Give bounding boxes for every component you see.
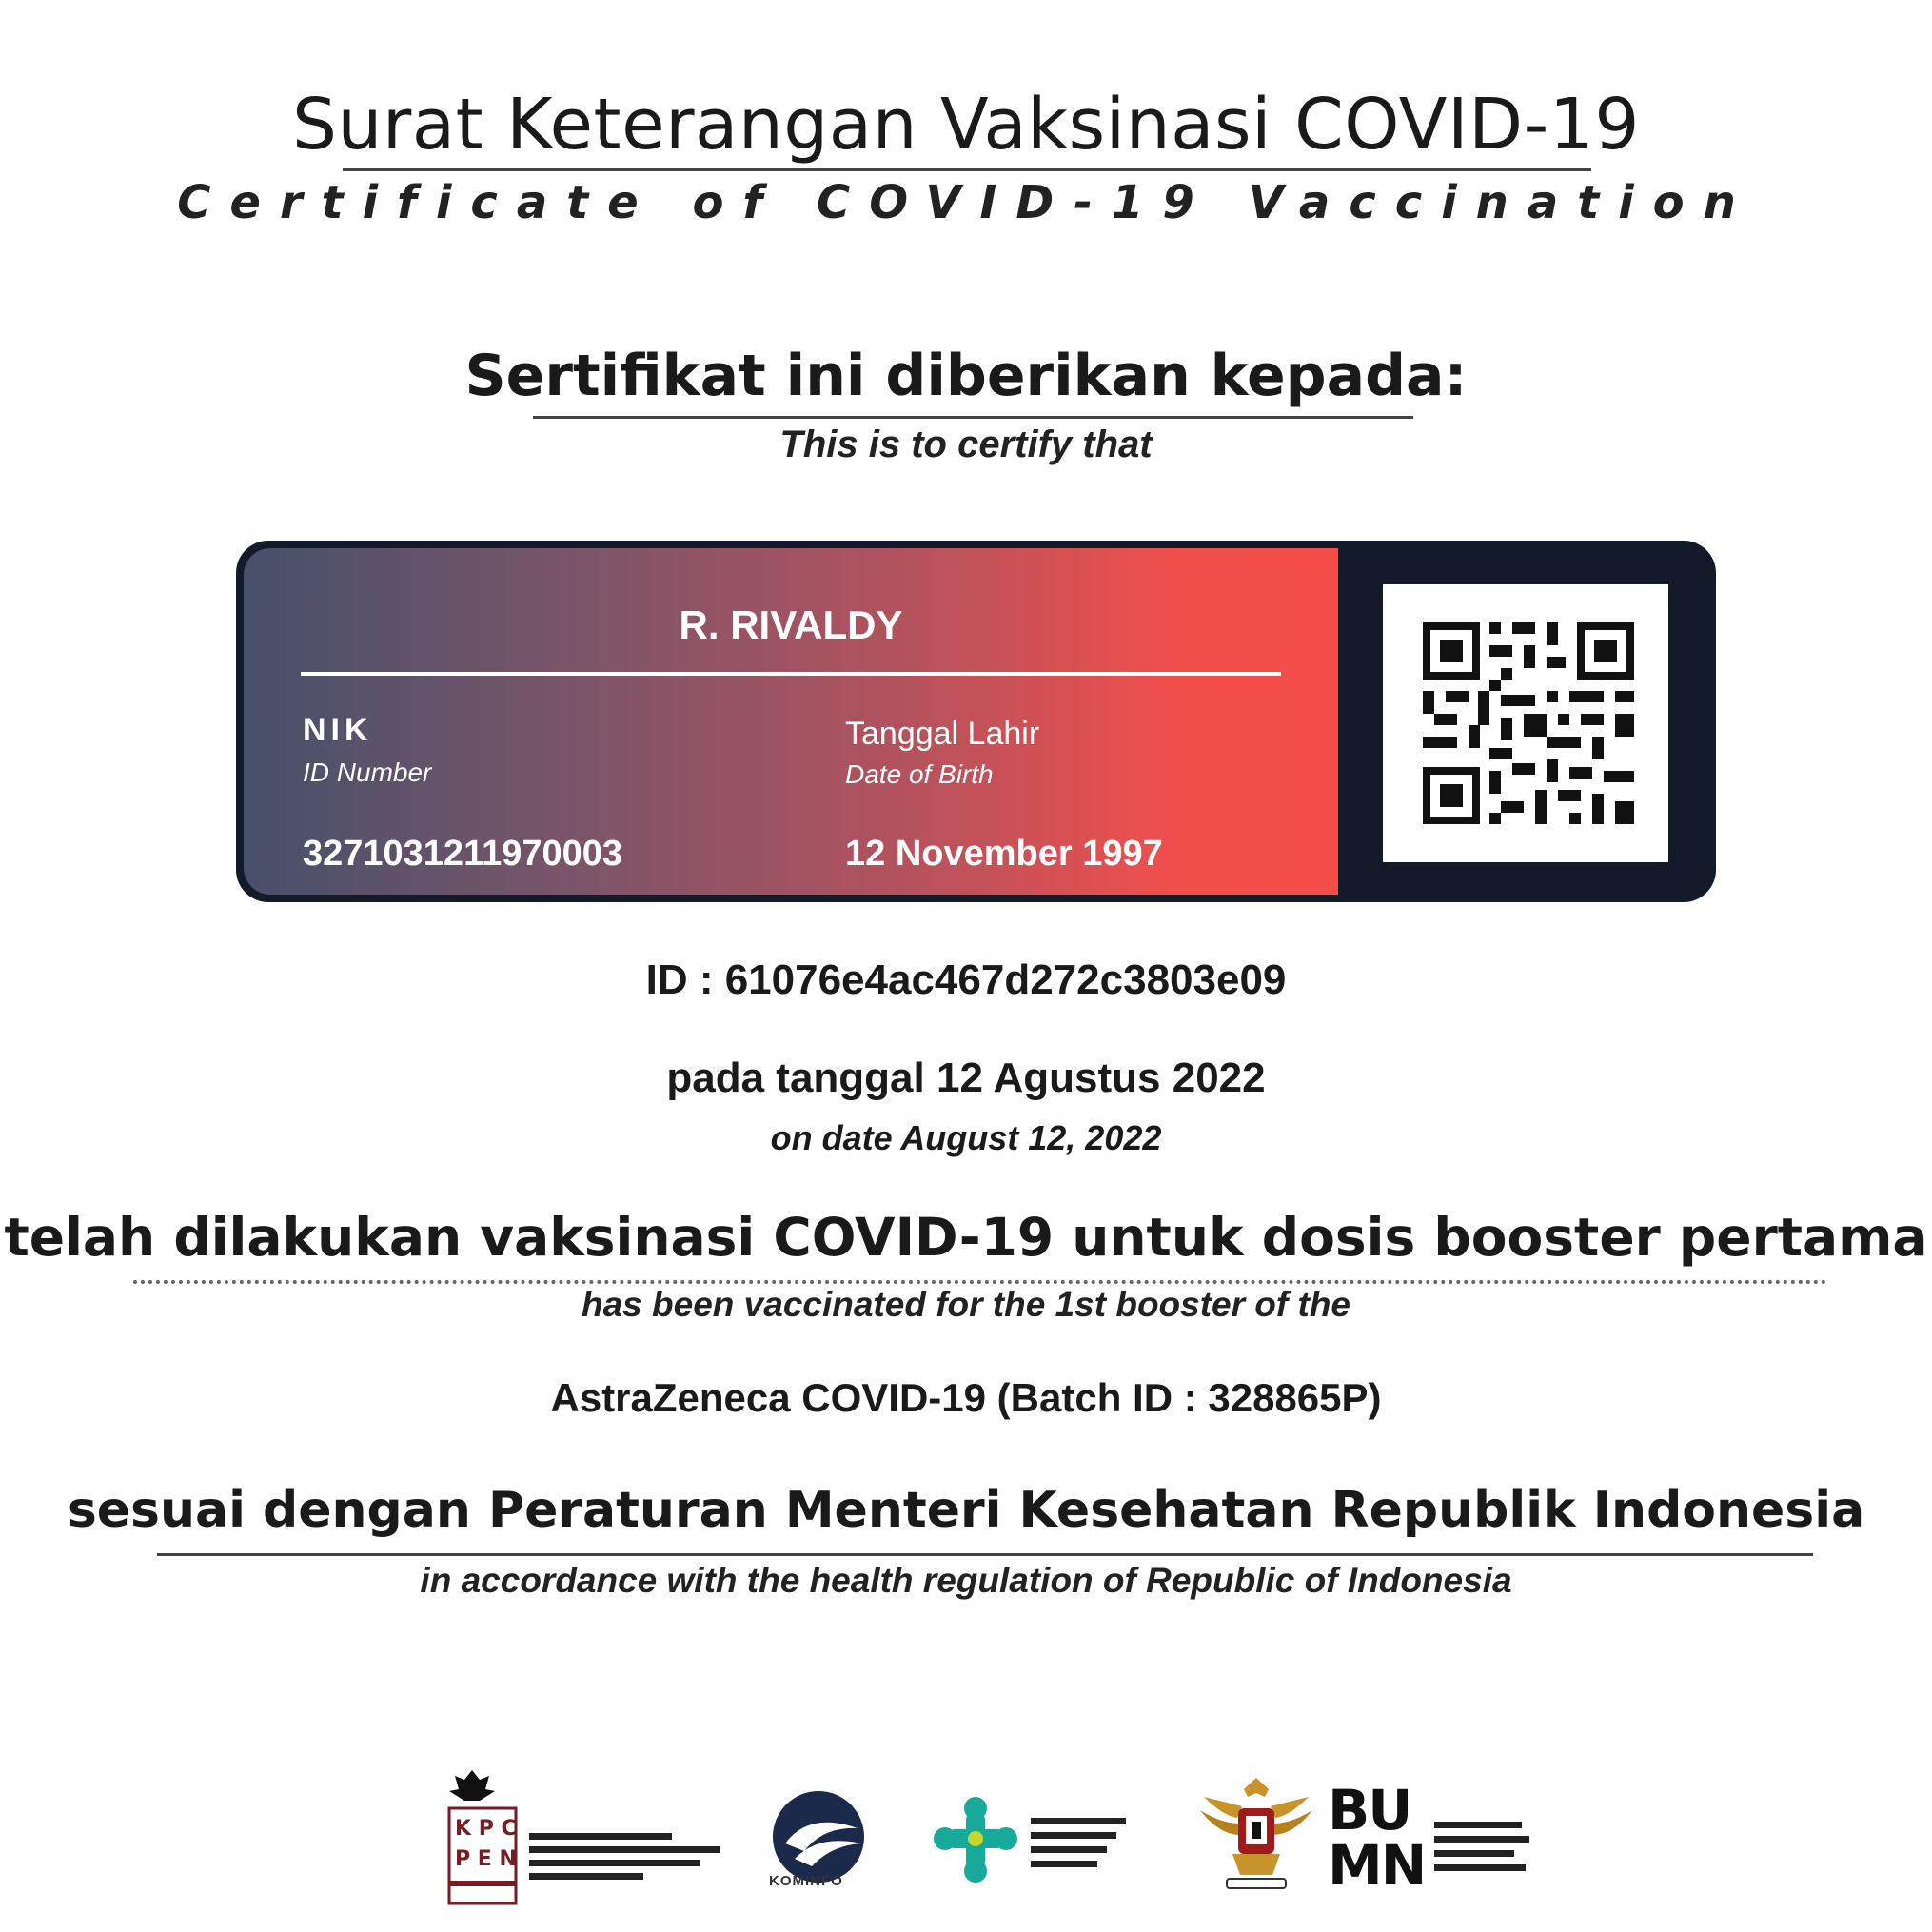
certify-heading-rule — [533, 416, 1413, 419]
vaccine-brand: AstraZeneca COVID-19 (Batch ID : 328865P) — [550, 1375, 1382, 1420]
certify-heading: Sertifikat ini diberikan kepada: — [464, 343, 1468, 409]
vaccination-statement-rule — [133, 1280, 1827, 1284]
dob-sublabel: Date of Birth — [845, 759, 994, 789]
nik-value: 3271031211970003 — [303, 834, 623, 874]
bumn-lettering-bottom: MN — [1328, 1833, 1426, 1894]
qr-code-icon[interactable] — [1383, 584, 1668, 862]
regulation-statement: sesuai dengan Peraturan Menteri Kesehatan Republik Indonesia — [67, 1482, 1865, 1539]
kpcpen-lettering-top: K P C — [455, 1817, 517, 1841]
vaccination-statement-en: has been vaccinated for the 1st booster of the — [581, 1285, 1351, 1324]
document-title: Surat Keterangan Vaksinasi COVID-19 — [292, 84, 1640, 166]
vaccination-statement: telah dilakukan vaksinasi COVID-19 untuk dosis booster pertama — [4, 1207, 1928, 1268]
kpcpen-logo — [447, 1770, 723, 1918]
dob-value: 12 November 1997 — [845, 834, 1163, 874]
dob-label: Tanggal Lahir — [845, 716, 1040, 752]
bumn-logo — [1328, 1780, 1542, 1899]
nik-label: NIK — [303, 712, 373, 748]
name-divider — [301, 672, 1281, 676]
partner-logos — [0, 1751, 1932, 1922]
title-rule — [343, 168, 1591, 171]
regulation-statement-en: in accordance with the health regulation of Republic of Indonesia — [420, 1561, 1512, 1600]
certify-subheading: This is to certify that — [779, 424, 1153, 465]
kpcpen-lettering-bottom: P E N — [455, 1847, 517, 1871]
vaccination-date: pada tanggal 12 Agustus 2022 — [666, 1055, 1266, 1101]
identity-card-gradient — [244, 548, 1338, 895]
garuda-logo — [1194, 1768, 1318, 1902]
recipient-name: R. RIVALDY — [679, 602, 903, 647]
kominfo-caption: KOMINFO — [769, 1873, 843, 1889]
regulation-rule — [157, 1553, 1813, 1556]
vaccination-date-en: on date August 12, 2022 — [770, 1118, 1162, 1157]
certificate-id: ID : 61076e4ac467d272c3803e09 — [645, 956, 1287, 1003]
bumn-lettering-top: BU — [1328, 1780, 1411, 1843]
identity-card — [236, 541, 1716, 902]
kemenkes-logo — [928, 1789, 1147, 1899]
nik-sublabel: ID Number — [303, 758, 432, 787]
document-subtitle: Certificate of COVID-19 Vaccination — [177, 176, 1755, 229]
